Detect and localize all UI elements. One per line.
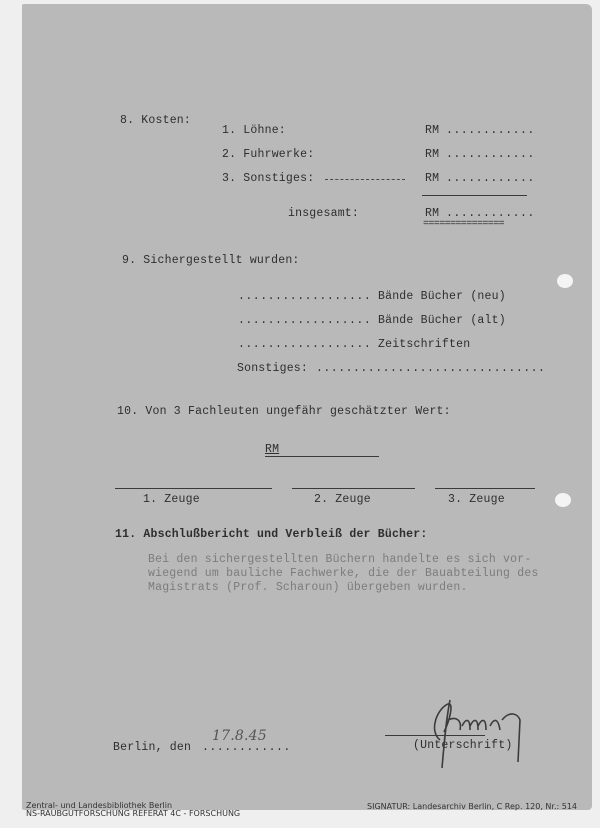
witness-3-signature-line	[435, 488, 535, 489]
witness-2-signature-line	[292, 488, 415, 489]
footer-institution: Zentral- und Landesbibliothek Berlin	[26, 801, 173, 810]
secured-item-label: Bände Bücher (neu)	[378, 290, 506, 303]
estimate-currency: RM	[265, 443, 280, 456]
footer-department: NS-RAUBGUTFORSCHUNG REFERAT 4C - FORSCHUNG	[26, 809, 241, 818]
secured-other-value: ...............................	[316, 362, 546, 375]
witness-1-signature-line	[115, 488, 272, 489]
signature-caption: (Unterschrift)	[413, 739, 513, 752]
sum-line	[422, 195, 527, 196]
witness-3-label: 3. Zeuge	[448, 493, 505, 506]
total-value: ............	[446, 207, 535, 220]
secured-item-value: ..................	[238, 290, 372, 303]
footer-signature-reference: SIGNATUR: Landesarchiv Berlin, C Rep. 120, Nr.: 514	[367, 802, 578, 811]
total-double-underline: ===============	[423, 219, 505, 230]
date-dots: ............	[202, 741, 291, 754]
total-label: insgesamt:	[288, 207, 360, 220]
secured-item-label: Bände Bücher (alt)	[378, 314, 506, 327]
section-10-heading: 10. Von 3 Fachleuten ungefähr geschätzter Wert:	[117, 405, 451, 418]
total-currency: RM	[425, 207, 440, 220]
estimate-line	[265, 456, 379, 457]
cost-item-label: 1. Löhne:	[222, 124, 286, 137]
report-body-line: Bei den sichergestellten Büchern handelte es sich vor-	[148, 553, 532, 566]
handwritten-date: 17.8.45	[212, 728, 267, 744]
secured-item-value: ..................	[238, 314, 372, 327]
cost-item-currency: RM	[425, 172, 440, 185]
cost-item-value: ............	[446, 148, 535, 161]
punch-hole	[555, 493, 571, 507]
secured-item-value: ..................	[238, 338, 372, 351]
handwritten-signature-icon	[410, 690, 550, 770]
section-8-heading: 8. Kosten:	[120, 114, 192, 127]
section-11-heading: 11. Abschlußbericht und Verbleiß der Bücher:	[115, 528, 428, 541]
report-body-line: wiegend um bauliche Fachwerke, die der Bauabteilung des	[148, 567, 539, 580]
punch-hole	[557, 274, 573, 288]
cost-item-currency: RM	[425, 148, 440, 161]
secured-other-label: Sonstiges:	[237, 362, 309, 375]
section-9-heading: 9. Sichergestellt wurden:	[122, 254, 300, 267]
secured-item-label: Zeitschriften	[378, 338, 471, 351]
cost-item-currency: RM	[425, 124, 440, 137]
place-label: Berlin, den	[113, 741, 192, 754]
cost-item-value: ............	[446, 172, 535, 185]
cost-item-value: ............	[446, 124, 535, 137]
cost-item-label: 2. Fuhrwerke:	[222, 148, 315, 161]
cost-item-label: 3. Sonstiges:	[222, 172, 315, 185]
witness-2-label: 2. Zeuge	[314, 493, 371, 506]
witness-1-label: 1. Zeuge	[143, 493, 200, 506]
strike-line	[325, 179, 405, 180]
report-body-line: Magistrats (Prof. Scharoun) übergeben wurden.	[148, 581, 468, 594]
